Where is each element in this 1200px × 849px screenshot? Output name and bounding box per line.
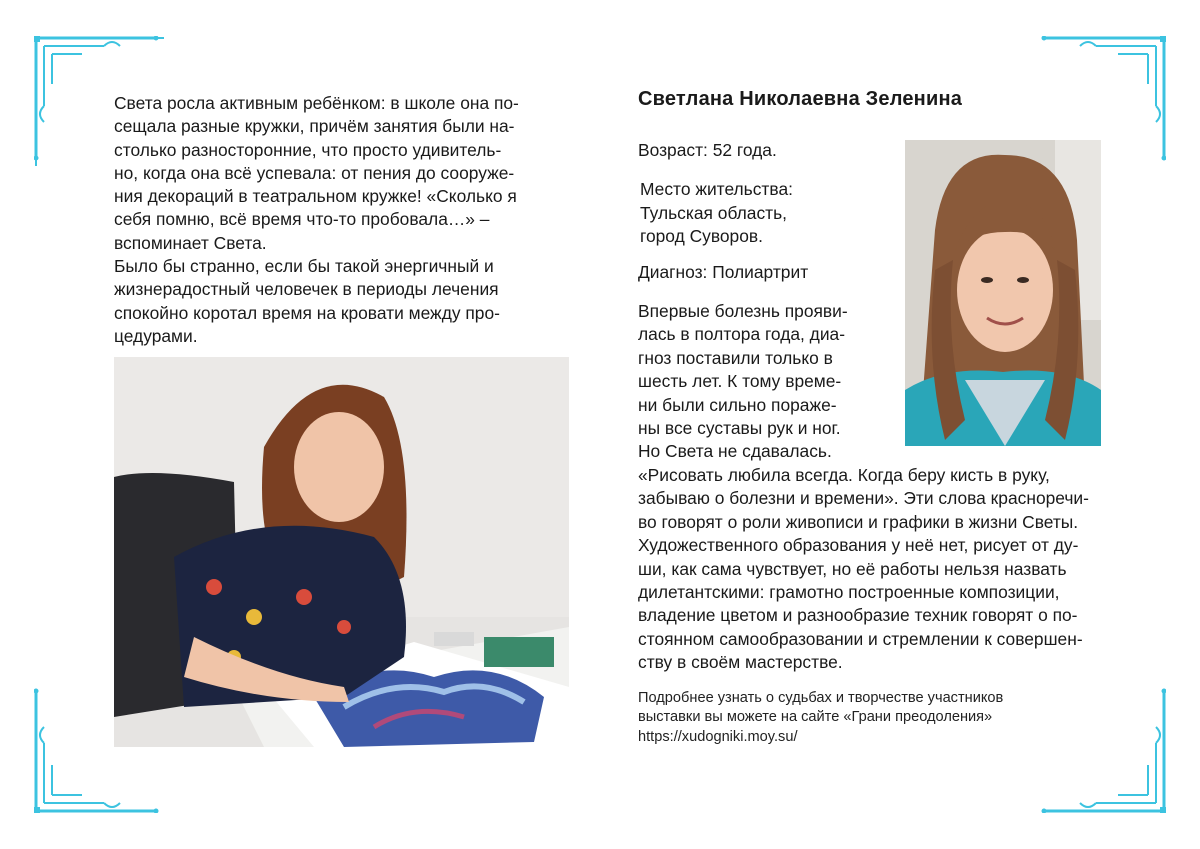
age-text: Возраст: 52 года. [638,140,777,160]
quote-paragraph [638,464,1101,675]
story-line: шесть лет. К тому време- [638,371,842,392]
text-line: цедурами. [114,325,198,346]
quote-line: «Рисовать любила всегда. Когда беру кисть в руку, [638,465,1050,485]
quote-line: стоянном самообразовании и стремлении к совершен- [638,628,1083,649]
quote-line: ству в своём мастерстве. [638,652,843,673]
text-line: ния декораций в театральном кружке! «Сколько я [114,186,517,207]
text-line: столько разносторонние, что просто удивитель- [114,139,502,160]
quote-line: Художественного образования у неё нет, рисует от ду- [638,535,1079,556]
quote-line: владение цветом и разнообразие техник говорят о по- [638,605,1078,626]
residence-line: Место жительства: [640,179,793,199]
quote-line: ши, как сама чувствует, но её работы нельзя назвать [638,558,1067,579]
illness-story-text [638,300,870,464]
residence-text [640,178,793,249]
person-name: Светлана Николаевна Зеленина [638,88,963,110]
text-line: вспоминает Света. [114,232,267,253]
story-line: гноз поставили только в [638,347,833,368]
footer-line: Подробнее узнать о судьбах и творчестве участников [638,690,1004,706]
more-info-footer [638,689,1098,747]
second-paragraph [114,255,570,348]
residence-line: город Суворов. [640,226,763,246]
quote-line: дилетантскими: грамотно построенные композиции, [638,582,1060,603]
left-column-text [114,92,570,348]
text-line: но, когда она всё успевала: от пения до сооруже- [114,162,515,183]
quote-line: забываю о болезни и времени». Эти слова красноречи- [638,488,1089,509]
quote-line: во говорят о роли живописи и графики в жизни Светы. [638,511,1079,532]
text-line: себя помню, всё время что-то пробовала…» – [114,209,490,230]
story-line: ни были сильно пораже- [638,394,837,415]
text-line: Было бы странно, если бы такой энергичный и [114,256,494,277]
intro-paragraph [114,92,570,255]
text-line: Света росла активным ребёнком: в школе она по- [114,93,519,113]
text-line: спокойно коротал время на кровати между про- [114,302,500,323]
text-line: жизнерадостный человечек в периоды лечения [114,279,499,300]
story-line: лась в полтора года, диа- [638,324,846,345]
story-line: Но Света не сдавалась. [638,441,832,462]
residence-line: Тульская область, [640,202,787,223]
story-line: Впервые болезнь прояви- [638,301,848,321]
footer-line: выставки вы можете на сайте «Грани преодоления» [638,709,993,726]
painting-photo [114,357,569,747]
text-line: сещала разные кружки, причём занятия были на- [114,116,515,137]
diagnosis-text: Диагноз: Полиартрит [638,262,809,282]
website-link[interactable]: https://xudogniki.moy.su/ [638,728,798,745]
story-line: ны все суставы рук и ног. [638,418,841,439]
portrait-photo [905,140,1101,446]
